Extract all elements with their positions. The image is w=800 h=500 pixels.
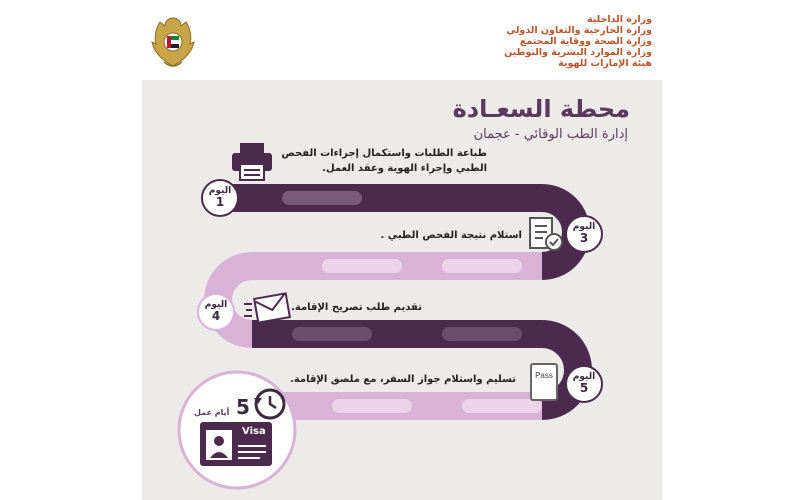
day-3-label: اليوم 3: [572, 222, 596, 245]
road-highlight: [322, 259, 402, 273]
printer-icon: [230, 140, 274, 184]
step-3-text: استلام نتيجة الفحص الطبي .: [380, 230, 522, 241]
step-4-text: تقديم طلب تصريح الإقامة.: [291, 302, 422, 313]
passport-icon: [528, 362, 560, 404]
document-check-icon: [526, 214, 566, 254]
page-title: محطة السعـادة: [452, 95, 630, 123]
road-highlight: [282, 191, 362, 205]
ministry-line: هيئة الإمارات للهوية: [558, 58, 652, 69]
clock-icon: [250, 384, 290, 424]
road-highlight: [332, 399, 412, 413]
page-subtitle: إدارة الطب الوقائي - عجمان: [473, 127, 628, 142]
day-4-label: اليوم 4: [204, 300, 228, 323]
road-highlight: [442, 327, 522, 341]
day-1-label: اليوم 1: [208, 186, 232, 209]
visa-label: Visa: [242, 426, 266, 437]
final-day-caption: أيام عمل: [194, 408, 230, 417]
ministry-line: وزارة الداخلية: [587, 14, 652, 25]
road-highlight: [442, 259, 522, 273]
day-5-label: اليوم 5: [572, 372, 596, 395]
step-5-text: تسليم واستلام جواز السفر، مع ملصق الإقامة.: [290, 374, 516, 385]
passport-icon-label: Pass: [535, 371, 553, 380]
ministry-line: وزارة الخارجية والتعاون الدولي: [506, 25, 652, 36]
road-highlight: [292, 327, 372, 341]
ministry-line: وزارة الصحة ووقاية المجتمع: [519, 36, 652, 47]
final-day-count: 5: [236, 395, 250, 419]
infographic-panel: [142, 0, 662, 500]
ministry-line: وزارة الموارد البشرية والتوطين: [504, 47, 652, 58]
step-1-text: طباعة الطلبات واستكمال إجراءات الفحص الطبي وإجراء الهوية وعقد العمل.: [281, 148, 487, 174]
envelope-icon: [244, 292, 292, 326]
